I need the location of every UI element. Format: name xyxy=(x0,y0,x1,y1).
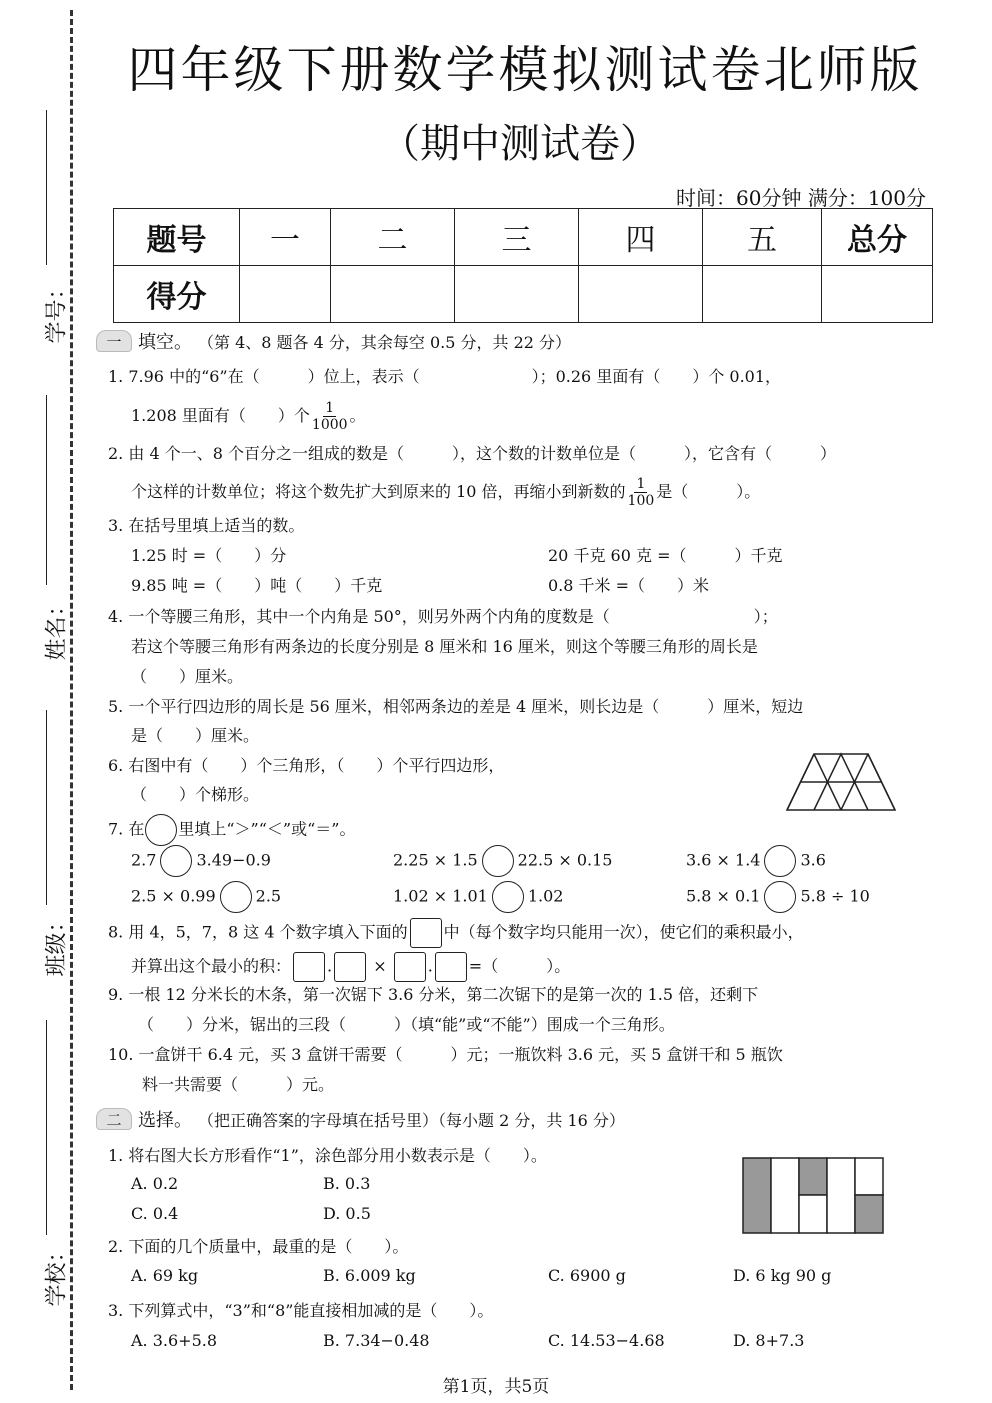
q9-line1: 9. 一根 12 分米长的木条，第一次锯下 3.6 分米，第二次锯下的是第一次的 1.5 倍，还剩下 xyxy=(108,985,759,1004)
digit-box[interactable] xyxy=(435,952,467,982)
mc-q2-option[interactable]: A. 69 kg xyxy=(131,1266,199,1285)
q4-line1: 4. 一个等腰三角形，其中一个内角是 50°，则另外两个内角的度数是（ ）； xyxy=(108,607,778,626)
q3-item-b: 20 千克 60 克 =（ ）千克 xyxy=(548,546,783,565)
mc-q3-option[interactable]: C. 14.53−4.68 xyxy=(548,1331,665,1350)
school-label: 学校： xyxy=(44,1240,70,1307)
score-row-label: 得分 xyxy=(114,266,240,323)
mc-q2: 2. 下面的几个质量中，最重的是（ ）。 xyxy=(108,1237,409,1256)
q2-line2-text: 个这样的计数单位；将这个数先扩大到原来的 10 倍，再缩小到新数的 xyxy=(131,482,626,501)
q3-item-a: 1.25 时 =（ ）分 xyxy=(131,546,287,565)
q3-line: 3. 在括号里填上适当的数。 xyxy=(108,516,305,535)
compare-circle[interactable] xyxy=(492,881,524,913)
q7-left: 1.02 × 1.01 xyxy=(393,886,488,906)
mc-q3-option[interactable]: B. 7.34−0.48 xyxy=(323,1331,430,1350)
q7-right: 5.8 ÷ 10 xyxy=(800,886,870,906)
q8-pre: 8. 用 4，5，7，8 这 4 个数字填入下面的 xyxy=(108,922,408,942)
q3-item-c: 9.85 吨 =（ ）吨（ ）千克 xyxy=(131,576,383,595)
score-header-cell: 四 xyxy=(579,209,703,266)
q7-left: 3.6 × 1.4 xyxy=(686,850,761,870)
q5-line1: 5. 一个平行四边形的周长是 56 厘米，相邻两条边的差是 4 厘米，则长边是（ ）厘米，短边 xyxy=(108,697,804,716)
q7-left: 2.25 × 1.5 xyxy=(393,850,478,870)
compare-circle[interactable] xyxy=(220,881,252,913)
section1-badge: 一 xyxy=(96,330,132,352)
decimal-point: . xyxy=(427,956,433,976)
section2-note: （把正确答案的字母填在括号里）（每小题 2 分，共 16 分） xyxy=(198,1110,625,1130)
binding-dashed-line xyxy=(70,10,73,1390)
score-table xyxy=(113,208,933,323)
mc-q3: 3. 下列算式中，“3”和“8”能直接相加减的是（ ）。 xyxy=(108,1301,494,1320)
q7-right: 1.02 xyxy=(527,886,564,906)
name-label: 姓名： xyxy=(44,594,70,661)
mc-q1-option[interactable]: C. 0.4 xyxy=(131,1204,179,1223)
q4-line3: （ ）厘米。 xyxy=(131,667,244,686)
q1-frac-num: 1 xyxy=(325,400,335,416)
digit-box[interactable] xyxy=(334,952,366,982)
q7-left: 2.7 xyxy=(131,850,157,870)
score-header-cell: 三 xyxy=(455,209,579,266)
school-field[interactable] xyxy=(46,1020,47,1235)
score-header-cell: 五 xyxy=(703,209,822,266)
score-cell[interactable] xyxy=(579,266,703,323)
page-subtitle: （期中测试卷） xyxy=(380,121,660,167)
rectangle-figure xyxy=(742,1157,884,1234)
q2-line2 xyxy=(131,476,760,509)
class-label: 班级： xyxy=(44,910,70,977)
q1-line1: 1. 7.96 中的“6”在（ ）位上，表示（ ）；0.26 里面有（ ）个 0.01， xyxy=(108,367,782,386)
q8-equals: =（ ）。 xyxy=(468,956,571,976)
score-header-cell: 题号 xyxy=(114,209,240,266)
section1-note: （第 4、8 题各 4 分，其余每空 0.5 分，共 22 分） xyxy=(198,332,572,352)
q8-line2 xyxy=(131,952,570,982)
section1-header xyxy=(96,328,571,354)
compare-circle[interactable] xyxy=(764,845,796,877)
q7-item xyxy=(686,881,870,913)
q9-line2: （ ）分米，锯出的三段（ ）（填“能”或“不能”）围成一个三角形。 xyxy=(138,1015,675,1034)
score-table-score-row xyxy=(114,266,933,323)
q7-left: 5.8 × 0.1 xyxy=(686,886,761,906)
q2-end: 是（ ）。 xyxy=(656,482,761,501)
q1-frac-den: 1000 xyxy=(311,417,348,433)
q7-pre: 7. 在 xyxy=(108,819,145,839)
compare-circle[interactable] xyxy=(482,845,514,877)
time-info: 时间：60分钟 满分：100分 xyxy=(676,186,926,210)
score-table-header-row xyxy=(114,209,933,266)
score-header-cell: 一 xyxy=(240,209,331,266)
q10-line1: 10. 一盒饼干 6.4 元，买 3 盒饼干需要（ ）元；一瓶饮料 3.6 元，买 5 盒饼干和 5 瓶饮 xyxy=(108,1045,783,1064)
mc-q2-option[interactable]: B. 6.009 kg xyxy=(323,1266,416,1285)
q7-post: 里填上“＞”“＜”或“＝”。 xyxy=(178,819,356,839)
q1-line2-text: 1.208 里面有（ ）个 xyxy=(131,406,310,425)
q7-item xyxy=(393,881,563,913)
q5-line2: 是（ ）厘米。 xyxy=(131,726,260,745)
name-field[interactable] xyxy=(46,395,47,585)
q7-right: 22.5 × 0.15 xyxy=(517,850,613,870)
q1-line2 xyxy=(131,400,366,433)
section1-name: 填空。 xyxy=(138,332,192,353)
q4-line2: 若这个等腰三角形有两条边的长度分别是 8 厘米和 16 厘米，则这个等腰三角形的周长是 xyxy=(131,637,758,656)
compare-circle[interactable] xyxy=(764,881,796,913)
section2-header xyxy=(96,1106,625,1132)
q2-fraction xyxy=(628,476,655,509)
q7-right: 2.5 xyxy=(255,886,282,906)
q7-right: 3.49−0.9 xyxy=(196,850,271,870)
mc-q1: 1. 将右图大长方形看作“1”，涂色部分用小数表示是（ ）。 xyxy=(108,1146,547,1165)
q7-right: 3.6 xyxy=(800,850,826,870)
decimal-point: . xyxy=(327,956,333,976)
q7-line xyxy=(108,814,355,846)
compare-circle-icon xyxy=(145,814,177,846)
mc-q3-option[interactable]: D. 8+7.3 xyxy=(733,1331,805,1350)
q7-item xyxy=(686,845,826,877)
score-cell[interactable] xyxy=(822,266,933,323)
compare-circle[interactable] xyxy=(160,845,192,877)
q2-frac-num: 1 xyxy=(636,476,646,492)
times-sign: × xyxy=(373,956,387,976)
q6-line2: （ ）个梯形。 xyxy=(131,785,260,804)
section2-name: 选择。 xyxy=(138,1110,192,1131)
q7-item xyxy=(131,881,281,913)
page-footer: 第1页，共5页 xyxy=(442,1377,550,1397)
score-cell[interactable] xyxy=(331,266,455,323)
triangle-figure xyxy=(785,752,897,812)
q8-post: 中（每个数字均只能用一次），使它们的乘积最小， xyxy=(443,922,804,942)
mc-q2-option[interactable]: D. 6 kg 90 g xyxy=(733,1266,832,1285)
digit-box[interactable] xyxy=(293,952,325,982)
class-field[interactable] xyxy=(46,710,47,905)
q8-line2-pre: 并算出这个最小的积： xyxy=(131,956,292,976)
score-header-cell: 总分 xyxy=(822,209,933,266)
page-title: 四年级下册数学模拟测试卷北师版 xyxy=(127,41,923,99)
q2-frac-den: 100 xyxy=(627,493,655,509)
section2-badge: 二 xyxy=(96,1108,132,1130)
mc-q3-option[interactable]: A. 3.6+5.8 xyxy=(131,1331,218,1350)
digit-box[interactable] xyxy=(394,952,426,982)
q7-left: 2.5 × 0.99 xyxy=(131,886,216,906)
digit-box-icon xyxy=(410,918,442,948)
mc-q1-option[interactable]: B. 0.3 xyxy=(323,1174,371,1193)
q3-item-d: 0.8 千米 =（ ）米 xyxy=(548,576,710,595)
q2-line1: 2. 由 4 个一、8 个百分之一组成的数是（ ），这个数的计数单位是（ ），它含有（ ） xyxy=(108,444,836,463)
q6-line1: 6. 右图中有（ ）个三角形，（ ）个平行四边形， xyxy=(108,756,505,775)
mc-q1-option[interactable]: D. 0.5 xyxy=(323,1204,371,1223)
q10-line2: 料一共需要（ ）元。 xyxy=(142,1075,335,1094)
student-no-label: 学号： xyxy=(44,277,70,344)
q8-line1 xyxy=(108,918,804,948)
q1-fraction xyxy=(312,400,348,433)
q1-end: 。 xyxy=(349,406,366,425)
mc-q1-option[interactable]: A. 0.2 xyxy=(131,1174,179,1193)
score-cell[interactable] xyxy=(455,266,579,323)
score-header-cell: 二 xyxy=(331,209,455,266)
mc-q2-option[interactable]: C. 6900 g xyxy=(548,1266,626,1285)
q7-item xyxy=(131,845,271,877)
score-cell[interactable] xyxy=(240,266,331,323)
score-cell[interactable] xyxy=(703,266,822,323)
q7-item xyxy=(393,845,612,877)
